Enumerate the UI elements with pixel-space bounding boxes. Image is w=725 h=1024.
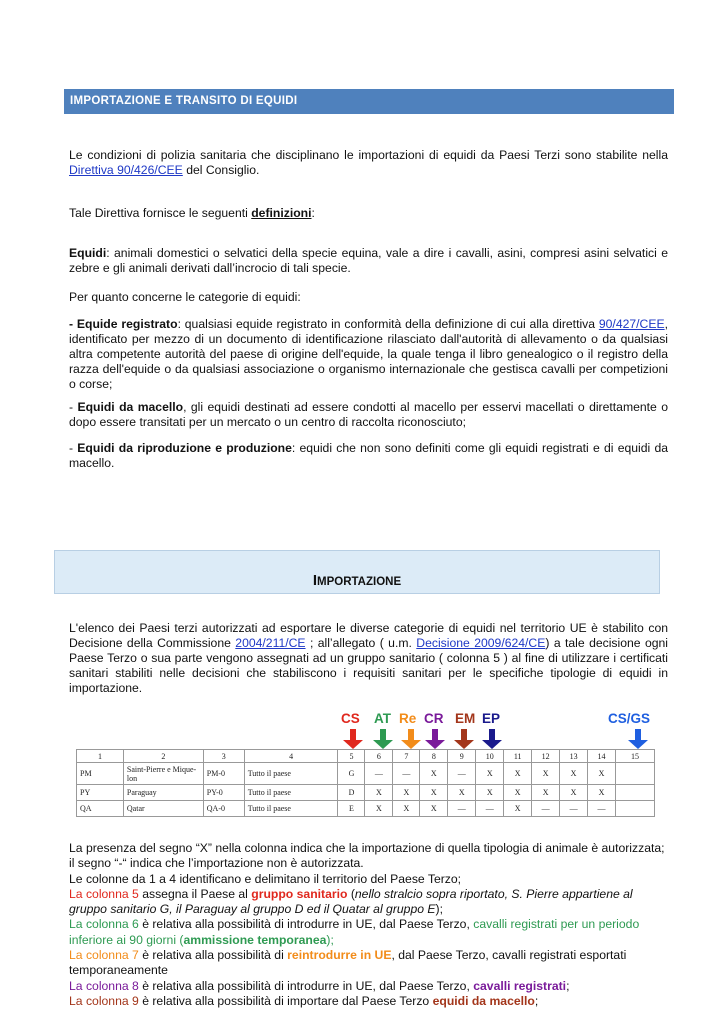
text: ); — [435, 902, 443, 917]
table-cell: X — [560, 785, 588, 801]
header-cell: 5 — [338, 750, 365, 763]
header-cell: 1 — [77, 750, 124, 763]
table-cell: X — [393, 785, 420, 801]
table-cell: PY-0 — [203, 785, 244, 801]
term: Equidi da macello — [77, 400, 184, 414]
text: reintrodurre in UE — [287, 948, 392, 963]
table-cell: QA — [77, 801, 124, 817]
definitions-intro — [69, 206, 668, 221]
table-cell: X — [365, 785, 393, 801]
table-cell: X — [420, 763, 448, 785]
table-cell: — — [588, 801, 616, 817]
arrow-down-icon — [377, 729, 389, 749]
arrow-down-icon — [347, 729, 359, 749]
section-title — [55, 572, 659, 589]
table-cell: X — [393, 801, 420, 817]
directive-link-90-427[interactable]: 90/427/CEE — [598, 317, 665, 331]
code-cs-gs: CS/GS — [608, 711, 651, 726]
table-cell — [616, 785, 655, 801]
text: ( — [347, 886, 355, 901]
directive-link[interactable]: Direttiva 90/426/CEE — [69, 163, 183, 177]
table-cell: E — [338, 801, 365, 817]
equidi-riproduzione-definition — [69, 441, 668, 471]
header-cell: 9 — [448, 750, 476, 763]
equide-registrato-definition — [69, 317, 668, 392]
text: è relativa alla possibilità di importare dal Paese Terzo — [138, 993, 433, 1008]
table-cell: X — [448, 785, 476, 801]
table-cell: Saint-Pierre e Mique-lon — [123, 763, 203, 785]
header-cell: 15 — [616, 750, 655, 763]
header-cell: 3 — [203, 750, 244, 763]
arrow-down-icon — [405, 729, 417, 749]
table-cell: X — [588, 785, 616, 801]
table-header-row — [77, 750, 655, 763]
table-cell: Tutto il paese — [244, 785, 338, 801]
text: , gli equidi destinati ad essere condotti al macello per esservi macellati o direttamente o dopo essere transitati per un mercato o un centro di raccolta riconosciuto; — [69, 400, 668, 429]
text: ; — [534, 993, 539, 1008]
text: ) a tale decisione ogni Paese Terzo o sua parte vengono assegnati ad un gruppo sanitario ( colonna 5 ) al fine di utilizzare i certificati sanitari stabiliti nelle decisioni che stabiliscono i requisiti sanitari per le specifiche tipologie di equidi in importazione. — [69, 636, 668, 695]
table-cell: X — [365, 801, 393, 817]
table-cell: X — [504, 763, 532, 785]
text: : — [311, 206, 315, 220]
header-cell: 10 — [476, 750, 504, 763]
header-cell: 4 — [244, 750, 338, 763]
table-cell: PM-0 — [203, 763, 244, 785]
equidi-definition — [69, 246, 668, 276]
table-cell: X — [504, 801, 532, 817]
title-cap: I — [312, 572, 318, 589]
import-paragraph — [69, 621, 668, 696]
table-cell: Tutto il paese — [244, 763, 338, 785]
note-6 — [69, 979, 668, 994]
text: ammissione temporanea — [183, 932, 327, 947]
arrow-down-icon — [429, 729, 441, 749]
table-cell: X — [532, 763, 560, 785]
arrow-down-icon — [458, 729, 470, 749]
table-cell: Tutto il paese — [244, 801, 338, 817]
text: del Consiglio. — [182, 163, 260, 177]
table-cell: QA-0 — [203, 801, 244, 817]
table-cell: Qatar — [123, 801, 203, 817]
text: La colonna 8 — [69, 978, 139, 993]
text: : qualsiasi equide registrato in conformità della definizione di cui alla direttiva — [177, 317, 599, 331]
note-7 — [69, 994, 668, 1009]
countries-table — [76, 749, 655, 817]
table-cell: G — [338, 763, 365, 785]
text: equidi da macello — [432, 993, 535, 1008]
code-cr: CR — [424, 711, 444, 726]
text: ); — [326, 932, 334, 947]
header-cell: 6 — [365, 750, 393, 763]
table-cell: X — [476, 763, 504, 785]
code-em: EM — [455, 711, 476, 726]
table-cell: — — [476, 801, 504, 817]
term: Equidi da riproduzione e produzione — [77, 441, 292, 455]
header-cell: 7 — [393, 750, 420, 763]
header-cell: 13 — [560, 750, 588, 763]
table-cell: X — [588, 763, 616, 785]
text: ; — [566, 978, 570, 993]
arrow-down-icon — [632, 729, 644, 749]
text: Le condizioni di polizia sanitaria che disciplinano le importazioni di equidi da Paesi Terzi sono stabilite nella — [69, 148, 668, 162]
text: - — [69, 400, 78, 414]
code-cs: CS — [341, 711, 360, 726]
table-cell: X — [420, 801, 448, 817]
text: La colonna 5 — [69, 886, 139, 901]
text: nello stralcio sopra riportato, S. Pierre appartiene al gruppo sanitario G, il Paraguay al gruppo D ed il Quatar al gruppo E — [69, 886, 633, 917]
table-cell: — — [448, 801, 476, 817]
text: La colonna 6 — [69, 917, 139, 932]
header-cell: 11 — [504, 750, 532, 763]
header-cell: 8 — [420, 750, 448, 763]
table-notes — [69, 841, 668, 1009]
header-cell: 2 — [123, 750, 203, 763]
text: assegna il Paese al — [138, 886, 252, 901]
table-cell: Paraguay — [123, 785, 203, 801]
text: L'elenco dei Paesi terzi autorizzati ad esportare le diverse categorie di equidi nel territorio UE è stabilito con Decisione della Commissione — [69, 621, 668, 650]
text: cavalli registrati per un periodo inferiore ai 90 giorni ( — [69, 917, 640, 947]
note-5 — [69, 948, 668, 979]
table-row — [77, 763, 655, 785]
table-row — [77, 785, 655, 801]
text: è relativa alla possibilità di introdurre in UE, dal Paese Terzo, — [138, 978, 474, 993]
note-4 — [69, 917, 668, 948]
table-cell: — — [532, 801, 560, 817]
table-cell: X — [560, 763, 588, 785]
text: ; all’allegato ( u.m. — [305, 636, 417, 650]
table-cell: — — [448, 763, 476, 785]
text: gruppo sanitario — [251, 886, 348, 901]
intro-paragraph — [69, 148, 668, 178]
text: La colonna 9 — [69, 993, 139, 1008]
table-cell — [616, 763, 655, 785]
table-cell: X — [476, 785, 504, 801]
text: è relativa alla possibilità di introdurre in UE, dal Paese Terzo, — [138, 917, 474, 932]
section-header: IMPORTAZIONE E TRANSITO DI EQUIDI — [64, 89, 674, 114]
code-ep: EP — [482, 711, 501, 726]
text: : animali domestici o selvatici della specie equina, vale a dire i cavalli, asini, compresi asini selvatici e zebre e gli animali derivati dall’incrocio di tali specie. — [69, 246, 668, 275]
categories-intro: Per quanto concerne le categorie di equidi: — [69, 290, 301, 304]
term: - Equide registrato — [69, 317, 178, 331]
table-cell: — — [365, 763, 393, 785]
text: è relativa alla possibilità di — [138, 948, 288, 963]
note-3 — [69, 887, 668, 918]
table-cell: — — [560, 801, 588, 817]
term: Equidi — [69, 246, 107, 260]
arrow-down-icon — [486, 729, 498, 749]
text: Tale Direttiva fornisce le seguenti — [69, 206, 252, 220]
text: : equidi che non sono definiti come gli equidi registrati e di equidi da macello. — [69, 441, 668, 470]
table-row — [77, 801, 655, 817]
equidi-macello-definition — [69, 400, 668, 430]
table-cell: — — [393, 763, 420, 785]
text: , identificato per mezzo di un documento di identificazione rilasciato dall'autorità di allevamento o da qualsiasi altra competente autorità del paese di origine dell'equide, la quale tenga il libro genealogico o il registro della razza dell'equide o da qualsiasi associazione o organismo internazionale che gestisca cavalli per competizioni o corse; — [69, 317, 668, 391]
table-cell: D — [338, 785, 365, 801]
code-at: AT — [374, 711, 391, 726]
definitions-term: definizioni — [251, 206, 312, 220]
decision-link-2004[interactable]: 2004/211/CE — [235, 636, 306, 650]
note-2: Le colonne da 1 a 4 identificano e delimitano il territorio del Paese Terzo; — [69, 871, 462, 886]
table-cell — [616, 801, 655, 817]
table-cell: PY — [77, 785, 124, 801]
table-cell: X — [504, 785, 532, 801]
table-cell: X — [420, 785, 448, 801]
text: La colonna 7 — [69, 948, 139, 963]
note-1: La presenza del segno “X” nella colonna indica che la importazione di quella tipologia di animale è autorizzata; il segno “-“ indica che l’importazione non è autorizzata. — [69, 841, 665, 871]
text: , dal Paese Terzo, cavalli registrati esportati temporaneamente — [69, 948, 627, 978]
importazione-section-box — [54, 550, 660, 594]
title-rest: MPORTAZIONE — [317, 576, 402, 588]
text: - — [69, 441, 78, 455]
header-cell: 12 — [532, 750, 560, 763]
header-cell: 14 — [588, 750, 616, 763]
text: cavalli registrati — [473, 978, 567, 993]
decision-link-2009[interactable]: Decisione 2009/624/CE — [416, 636, 546, 650]
code-re: Re — [399, 711, 417, 726]
table-cell: PM — [77, 763, 124, 785]
table-cell: X — [532, 785, 560, 801]
